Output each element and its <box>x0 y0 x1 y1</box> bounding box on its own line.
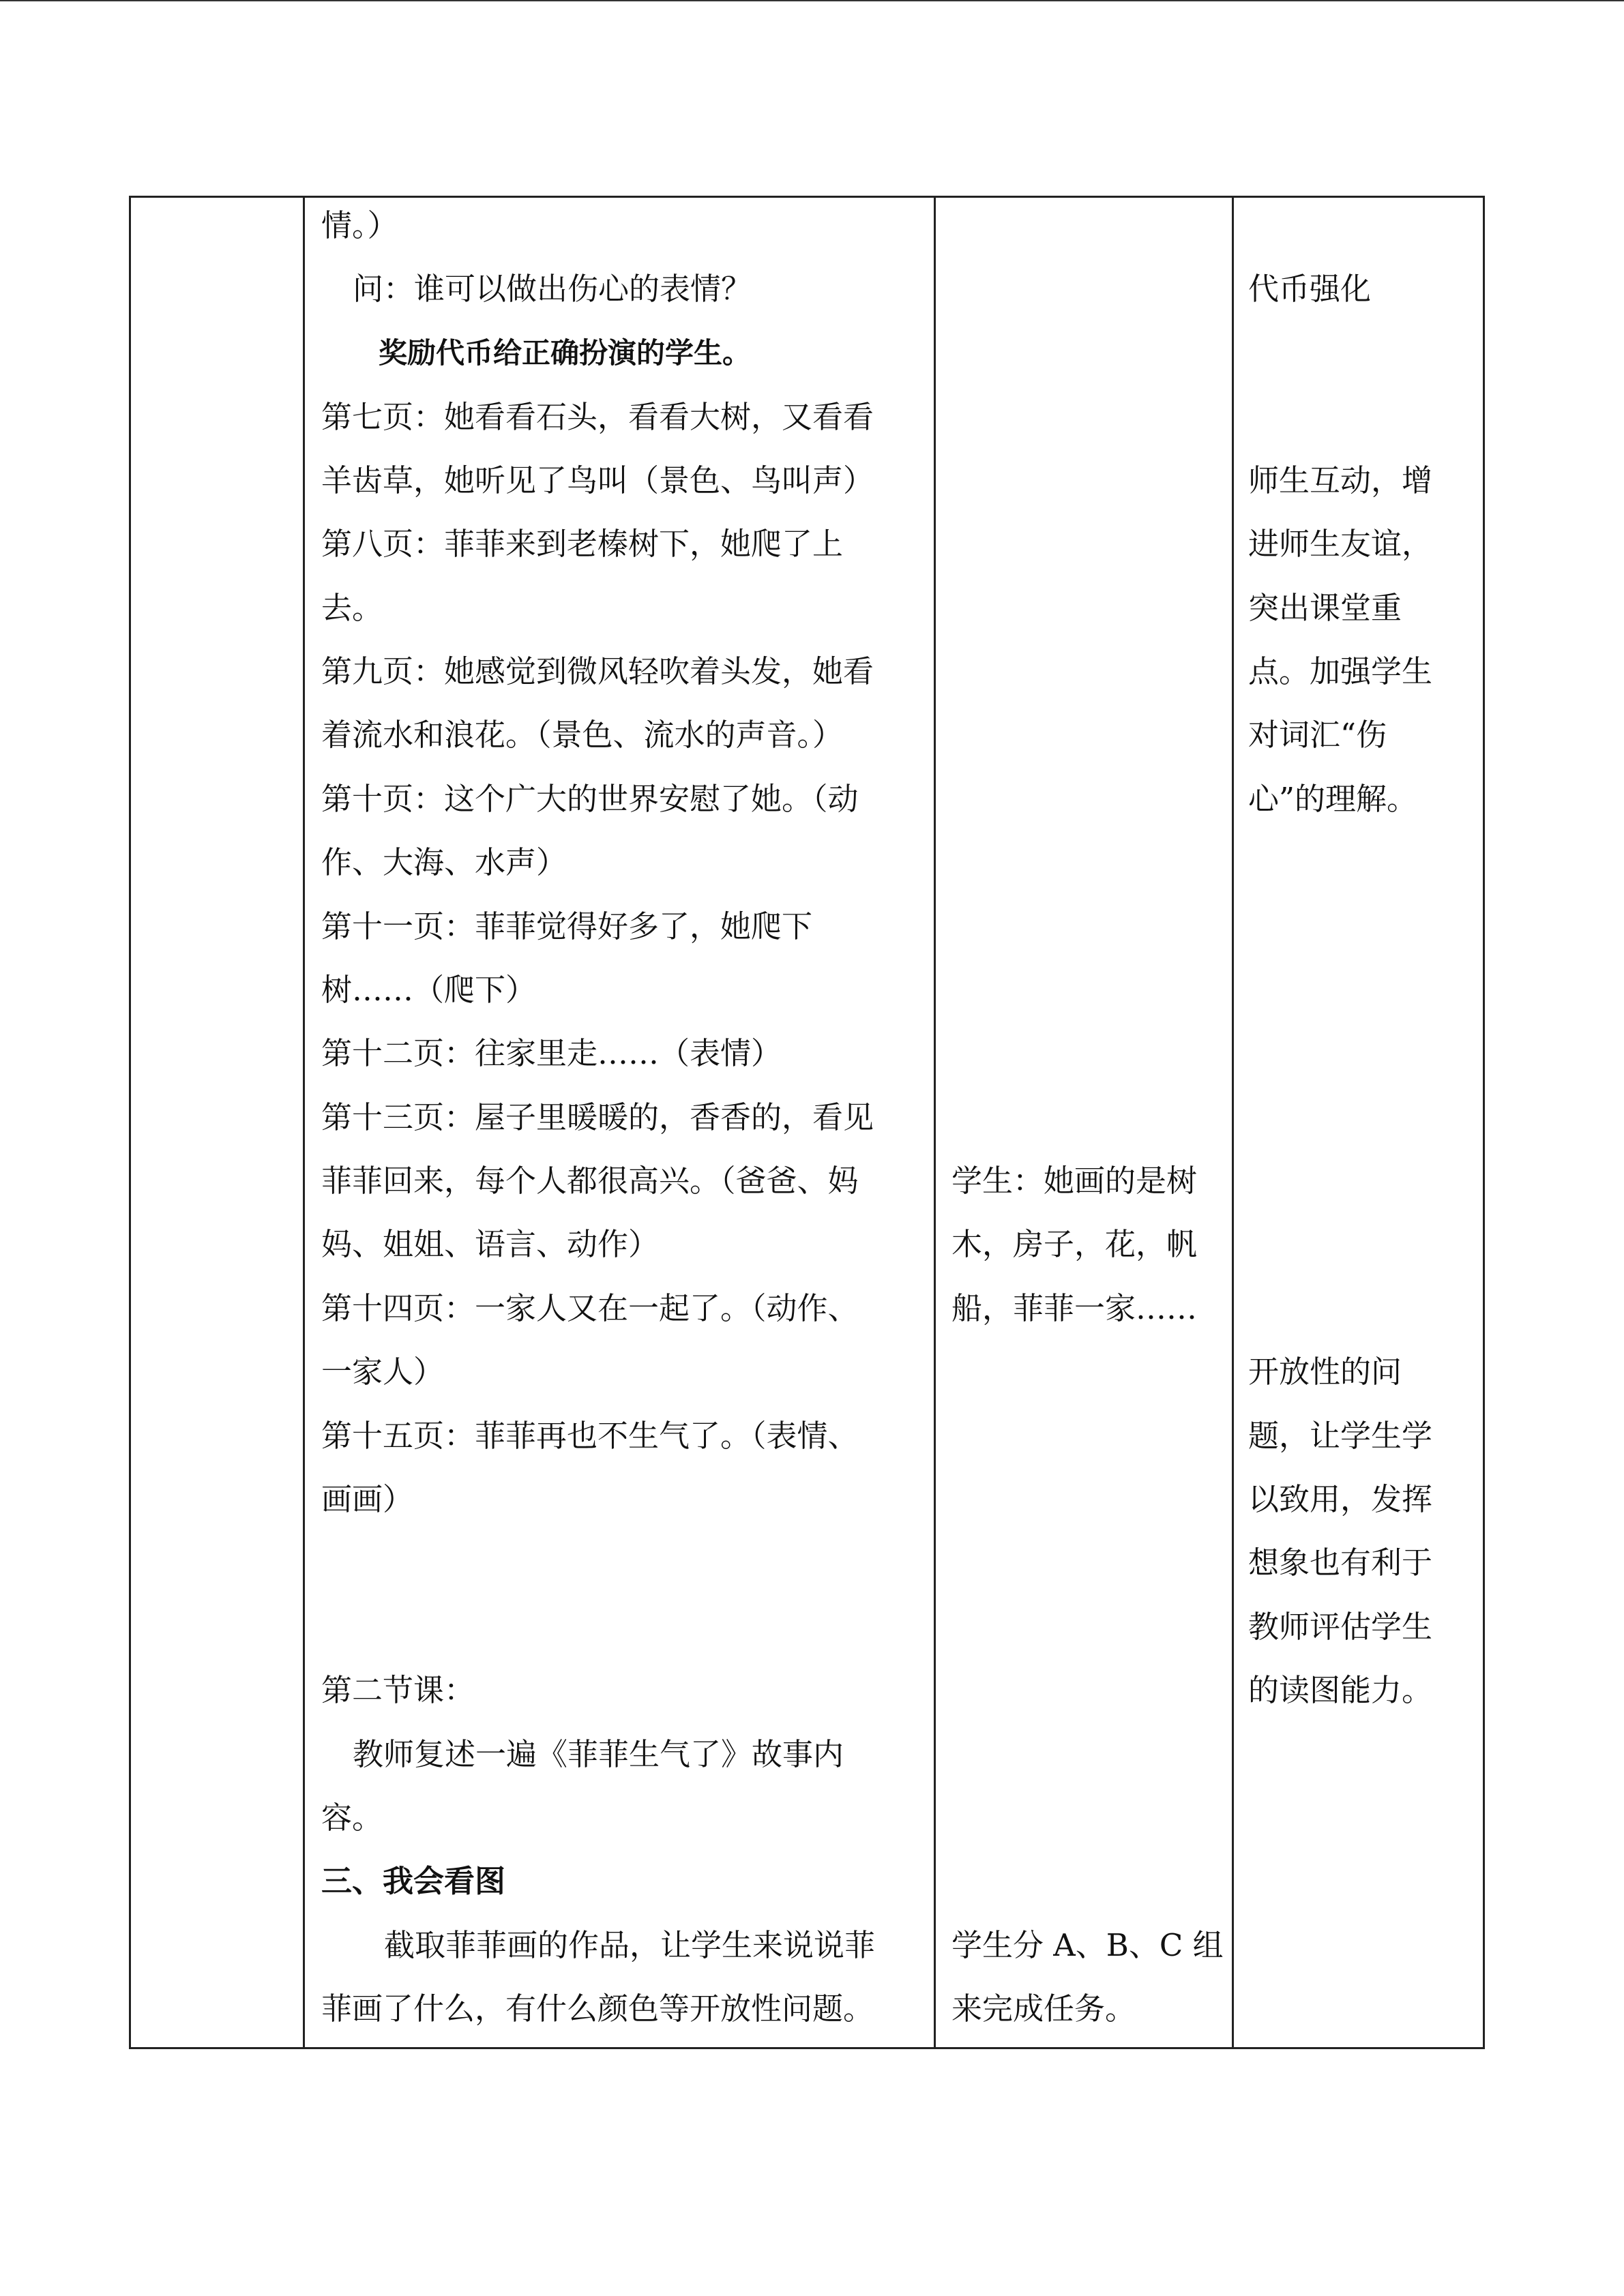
content-line: 去。 <box>321 590 383 626</box>
content-line: 菲菲回来，每个人都很高兴。（爸爸、妈 <box>321 1163 859 1199</box>
section-heading-picture-reading: 三、我会看图 <box>321 1863 506 1899</box>
intent-line: 师生互动，增 <box>1248 462 1433 498</box>
content-line: 情。） <box>321 207 398 243</box>
intent-line: 心”的理解。 <box>1248 781 1418 817</box>
content-line: 着流水和浪花。（景色、流水的声音。） <box>321 717 844 753</box>
student-line: 来完成任务。 <box>951 1991 1136 2027</box>
student-activity-cell <box>936 198 1232 2047</box>
content-line: 作、大海、水声） <box>321 844 567 880</box>
intent-line: 教师评估学生 <box>1248 1609 1433 1645</box>
student-line: 学生分 A、B、C 组 <box>951 1927 1224 1963</box>
content-line-second-lesson: 第二节课： <box>321 1672 475 1708</box>
student-line: 学生：她画的是树 <box>951 1163 1198 1199</box>
content-line: 第八页：菲菲来到老榛树下，她爬了上 <box>321 526 844 562</box>
intent-line: 开放性的问 <box>1248 1354 1402 1390</box>
lesson-plan-table <box>129 196 1485 2049</box>
content-line: 菲画了什么，有什么颜色等开放性问题。 <box>321 1991 874 2027</box>
intent-line: 点。加强学生 <box>1248 653 1433 689</box>
intent-line: 的读图能力。 <box>1248 1672 1433 1708</box>
content-line: 第十二页：往家里走……（表情） <box>321 1035 782 1071</box>
student-line: 船，菲菲一家…… <box>951 1290 1198 1326</box>
content-line: 问：谁可以做出伤心的表情？ <box>353 271 752 307</box>
intent-line: 突出课堂重 <box>1248 590 1402 626</box>
content-line: 教师复述一遍《菲菲生气了》故事内 <box>353 1736 844 1772</box>
content-line: 画画） <box>321 1481 414 1517</box>
content-line: 第十页：这个广大的世界安慰了她。（动 <box>321 781 859 817</box>
content-line: 一家人） <box>321 1354 445 1390</box>
content-line: 第七页：她看看石头，看看大树，又看看 <box>321 399 874 435</box>
content-line: 第十四页：一家人又在一起了。（动作、 <box>321 1290 859 1326</box>
intent-line: 代币强化 <box>1248 271 1372 307</box>
teaching-content-cell <box>305 198 934 2047</box>
intent-line: 以致用，发挥 <box>1248 1481 1433 1517</box>
content-line: 第十三页：屋子里暖暖的，香香的，看见 <box>321 1099 874 1135</box>
intent-line: 题，让学生学 <box>1248 1418 1433 1454</box>
content-line: 截取菲菲画的作品，让学生来说说菲 <box>384 1927 876 1963</box>
content-line: 第十一页：菲菲觉得好多了，她爬下 <box>321 908 813 944</box>
content-line: 第九页：她感觉到微风轻吹着头发，她看 <box>321 653 874 689</box>
intent-line: 想象也有利于 <box>1248 1545 1433 1581</box>
content-line: 容。 <box>321 1800 383 1836</box>
content-line: 妈、姐姐、语言、动作） <box>321 1226 660 1262</box>
page-top-border <box>0 0 1624 1</box>
stage-column-cell <box>131 198 303 2047</box>
design-intent-cell <box>1234 198 1483 2047</box>
content-line: 第十五页：菲菲再也不生气了。（表情、 <box>321 1418 859 1454</box>
student-line: 木，房子，花，帆 <box>951 1226 1198 1262</box>
content-line: 树……（爬下） <box>321 972 537 1008</box>
intent-line: 进师生友谊， <box>1248 526 1433 562</box>
intent-line: 对词汇“伤 <box>1248 717 1387 753</box>
content-line-reward-note: 奖励代币给正确扮演的学生。 <box>379 336 752 370</box>
content-line: 羊齿草，她听见了鸟叫（景色、鸟叫声） <box>321 462 874 498</box>
